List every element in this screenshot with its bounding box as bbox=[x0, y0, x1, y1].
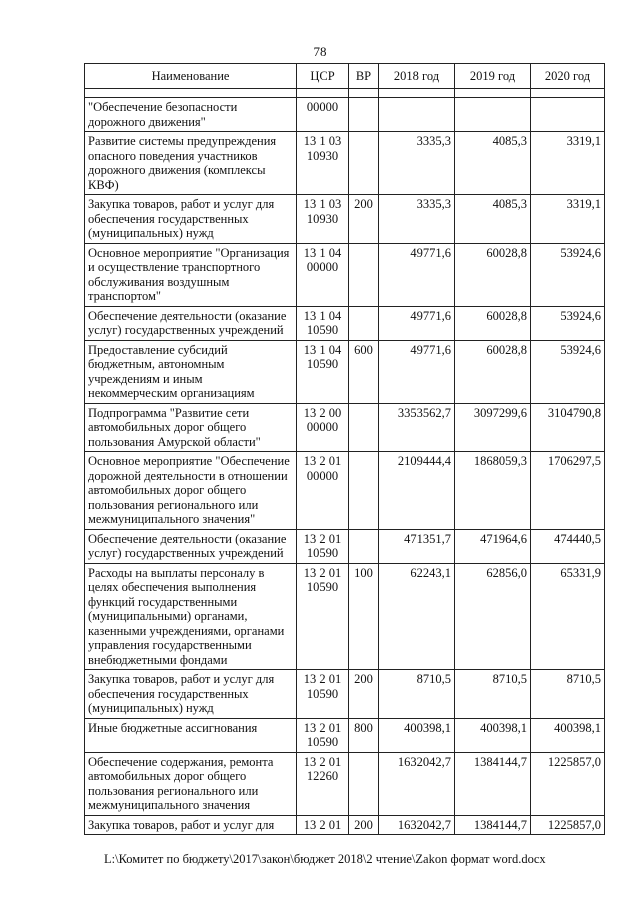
cell-2020: 53924,6 bbox=[531, 306, 605, 340]
cell-2018: 1632042,7 bbox=[379, 752, 455, 815]
cell-2020: 3319,1 bbox=[531, 195, 605, 244]
cell-vr: 200 bbox=[349, 815, 379, 835]
cell-csr: 13 2 00 00000 bbox=[297, 403, 349, 452]
budget-table bbox=[84, 63, 605, 835]
header-vr: ВР bbox=[349, 64, 379, 89]
cell-name: Обеспечение деятельности (оказание услуг) государственных учреждений bbox=[85, 529, 297, 563]
table-row bbox=[85, 752, 605, 815]
cell-csr: 13 1 04 00000 bbox=[297, 243, 349, 306]
table-row bbox=[85, 815, 605, 835]
cell-2019: 4085,3 bbox=[455, 132, 531, 195]
cell-2019: 4085,3 bbox=[455, 195, 531, 244]
cell-csr: 13 1 04 10590 bbox=[297, 306, 349, 340]
cell-2019: 471964,6 bbox=[455, 529, 531, 563]
table-row bbox=[85, 403, 605, 452]
cell-name: "Обеспечение безопасности дорожного движения" bbox=[85, 98, 297, 132]
cell-2019: 1384144,7 bbox=[455, 752, 531, 815]
cell-csr: 13 1 04 10590 bbox=[297, 340, 349, 403]
cell-2018: 2109444,4 bbox=[379, 452, 455, 530]
cell-2020: 474440,5 bbox=[531, 529, 605, 563]
cell-2018: 62243,1 bbox=[379, 563, 455, 670]
cell-2020: 65331,9 bbox=[531, 563, 605, 670]
table-header-row bbox=[85, 64, 605, 89]
table-row bbox=[85, 306, 605, 340]
cell-name: Основное мероприятие "Обеспечение дорожной деятельности в отношении автомобильных дорог общего пользования регионального или межмуниципального значения" bbox=[85, 452, 297, 530]
cell-csr: 13 2 01 00000 bbox=[297, 452, 349, 530]
cell-csr: 13 2 01 10590 bbox=[297, 718, 349, 752]
cell-2020: 400398,1 bbox=[531, 718, 605, 752]
table-row bbox=[85, 132, 605, 195]
cell-2018: 3353562,7 bbox=[379, 403, 455, 452]
cell-2020: 53924,6 bbox=[531, 340, 605, 403]
table-row bbox=[85, 670, 605, 719]
cell-2020 bbox=[531, 98, 605, 132]
cell-name: Основное мероприятие "Организация и осуществление транспортного обслуживания воздушным транспортом" bbox=[85, 243, 297, 306]
cell-2019: 60028,8 bbox=[455, 306, 531, 340]
cell-csr: 13 2 01 10590 bbox=[297, 563, 349, 670]
cell-2019: 1384144,7 bbox=[455, 815, 531, 835]
cell-vr bbox=[349, 132, 379, 195]
page-number: 78 bbox=[313, 44, 327, 59]
cell-csr: 13 2 01 10590 bbox=[297, 670, 349, 719]
cell-2019 bbox=[455, 98, 531, 132]
cell-vr: 200 bbox=[349, 670, 379, 719]
cell-2020: 1225857,0 bbox=[531, 752, 605, 815]
cell-2018: 49771,6 bbox=[379, 340, 455, 403]
cell-name: Развитие системы предупреждения опасного поведения участников дорожного движения (комплексы КВФ) bbox=[85, 132, 297, 195]
table-row bbox=[85, 718, 605, 752]
cell-2020: 1225857,0 bbox=[531, 815, 605, 835]
cell-name: Закупка товаров, работ и услуг для обеспечения государственных (муниципальных) нужд bbox=[85, 670, 297, 719]
header-csr: ЦСР bbox=[297, 64, 349, 89]
cell-csr: 13 2 01 12260 bbox=[297, 752, 349, 815]
header-name: Наименование bbox=[85, 64, 297, 89]
table-spacer-row bbox=[85, 89, 605, 98]
cell-name: Обеспечение содержания, ремонта автомобильных дорог общего пользования регионального или межмуниципального значения bbox=[85, 752, 297, 815]
table-row bbox=[85, 195, 605, 244]
cell-name: Расходы на выплаты персоналу в целях обеспечения выполнения функций государственными (муниципальными) органами, казенными учреждениями, органами управления государственными внебюджетными фондами bbox=[85, 563, 297, 670]
table-row bbox=[85, 529, 605, 563]
cell-csr: 13 1 03 10930 bbox=[297, 195, 349, 244]
cell-2019: 60028,8 bbox=[455, 340, 531, 403]
cell-2018: 1632042,7 bbox=[379, 815, 455, 835]
cell-name: Закупка товаров, работ и услуг для обеспечения государственных (муниципальных) нужд bbox=[85, 195, 297, 244]
cell-vr bbox=[349, 529, 379, 563]
cell-name: Иные бюджетные ассигнования bbox=[85, 718, 297, 752]
cell-2018: 49771,6 bbox=[379, 243, 455, 306]
cell-2018: 3335,3 bbox=[379, 195, 455, 244]
cell-vr: 200 bbox=[349, 195, 379, 244]
cell-csr: 13 1 03 10930 bbox=[297, 132, 349, 195]
cell-vr bbox=[349, 243, 379, 306]
header-2020: 2020 год bbox=[531, 64, 605, 89]
cell-vr bbox=[349, 452, 379, 530]
cell-2019: 1868059,3 bbox=[455, 452, 531, 530]
cell-vr: 800 bbox=[349, 718, 379, 752]
file-path-footer: L:\Комитет по бюджету\2017\закон\бюджет 2018\2 чтение\Zakon формат word.docx bbox=[104, 852, 546, 866]
cell-2020: 1706297,5 bbox=[531, 452, 605, 530]
cell-vr bbox=[349, 403, 379, 452]
cell-vr bbox=[349, 306, 379, 340]
cell-vr bbox=[349, 98, 379, 132]
cell-2019: 60028,8 bbox=[455, 243, 531, 306]
header-2019: 2019 год bbox=[455, 64, 531, 89]
cell-name: Закупка товаров, работ и услуг для bbox=[85, 815, 297, 835]
cell-csr: 00000 bbox=[297, 98, 349, 132]
cell-vr: 600 bbox=[349, 340, 379, 403]
cell-2019: 3097299,6 bbox=[455, 403, 531, 452]
table-row bbox=[85, 98, 605, 132]
cell-vr: 100 bbox=[349, 563, 379, 670]
cell-vr bbox=[349, 752, 379, 815]
table-row bbox=[85, 243, 605, 306]
cell-2019: 62856,0 bbox=[455, 563, 531, 670]
header-2018: 2018 год bbox=[379, 64, 455, 89]
cell-2020: 8710,5 bbox=[531, 670, 605, 719]
cell-2018: 8710,5 bbox=[379, 670, 455, 719]
cell-csr: 13 2 01 10590 bbox=[297, 529, 349, 563]
table-row bbox=[85, 340, 605, 403]
cell-2020: 3319,1 bbox=[531, 132, 605, 195]
cell-csr: 13 2 01 bbox=[297, 815, 349, 835]
cell-2018: 49771,6 bbox=[379, 306, 455, 340]
cell-2019: 8710,5 bbox=[455, 670, 531, 719]
cell-name: Подпрограмма "Развитие сети автомобильных дорог общего пользования Амурской области" bbox=[85, 403, 297, 452]
cell-name: Обеспечение деятельности (оказание услуг) государственных учреждений bbox=[85, 306, 297, 340]
table-row bbox=[85, 452, 605, 530]
cell-2018 bbox=[379, 98, 455, 132]
cell-2019: 400398,1 bbox=[455, 718, 531, 752]
cell-2018: 400398,1 bbox=[379, 718, 455, 752]
table-row bbox=[85, 563, 605, 670]
cell-2018: 471351,7 bbox=[379, 529, 455, 563]
cell-2018: 3335,3 bbox=[379, 132, 455, 195]
cell-2020: 3104790,8 bbox=[531, 403, 605, 452]
cell-2020: 53924,6 bbox=[531, 243, 605, 306]
cell-name: Предоставление субсидий бюджетным, автономным учреждениям и иным некоммерческим организациям bbox=[85, 340, 297, 403]
